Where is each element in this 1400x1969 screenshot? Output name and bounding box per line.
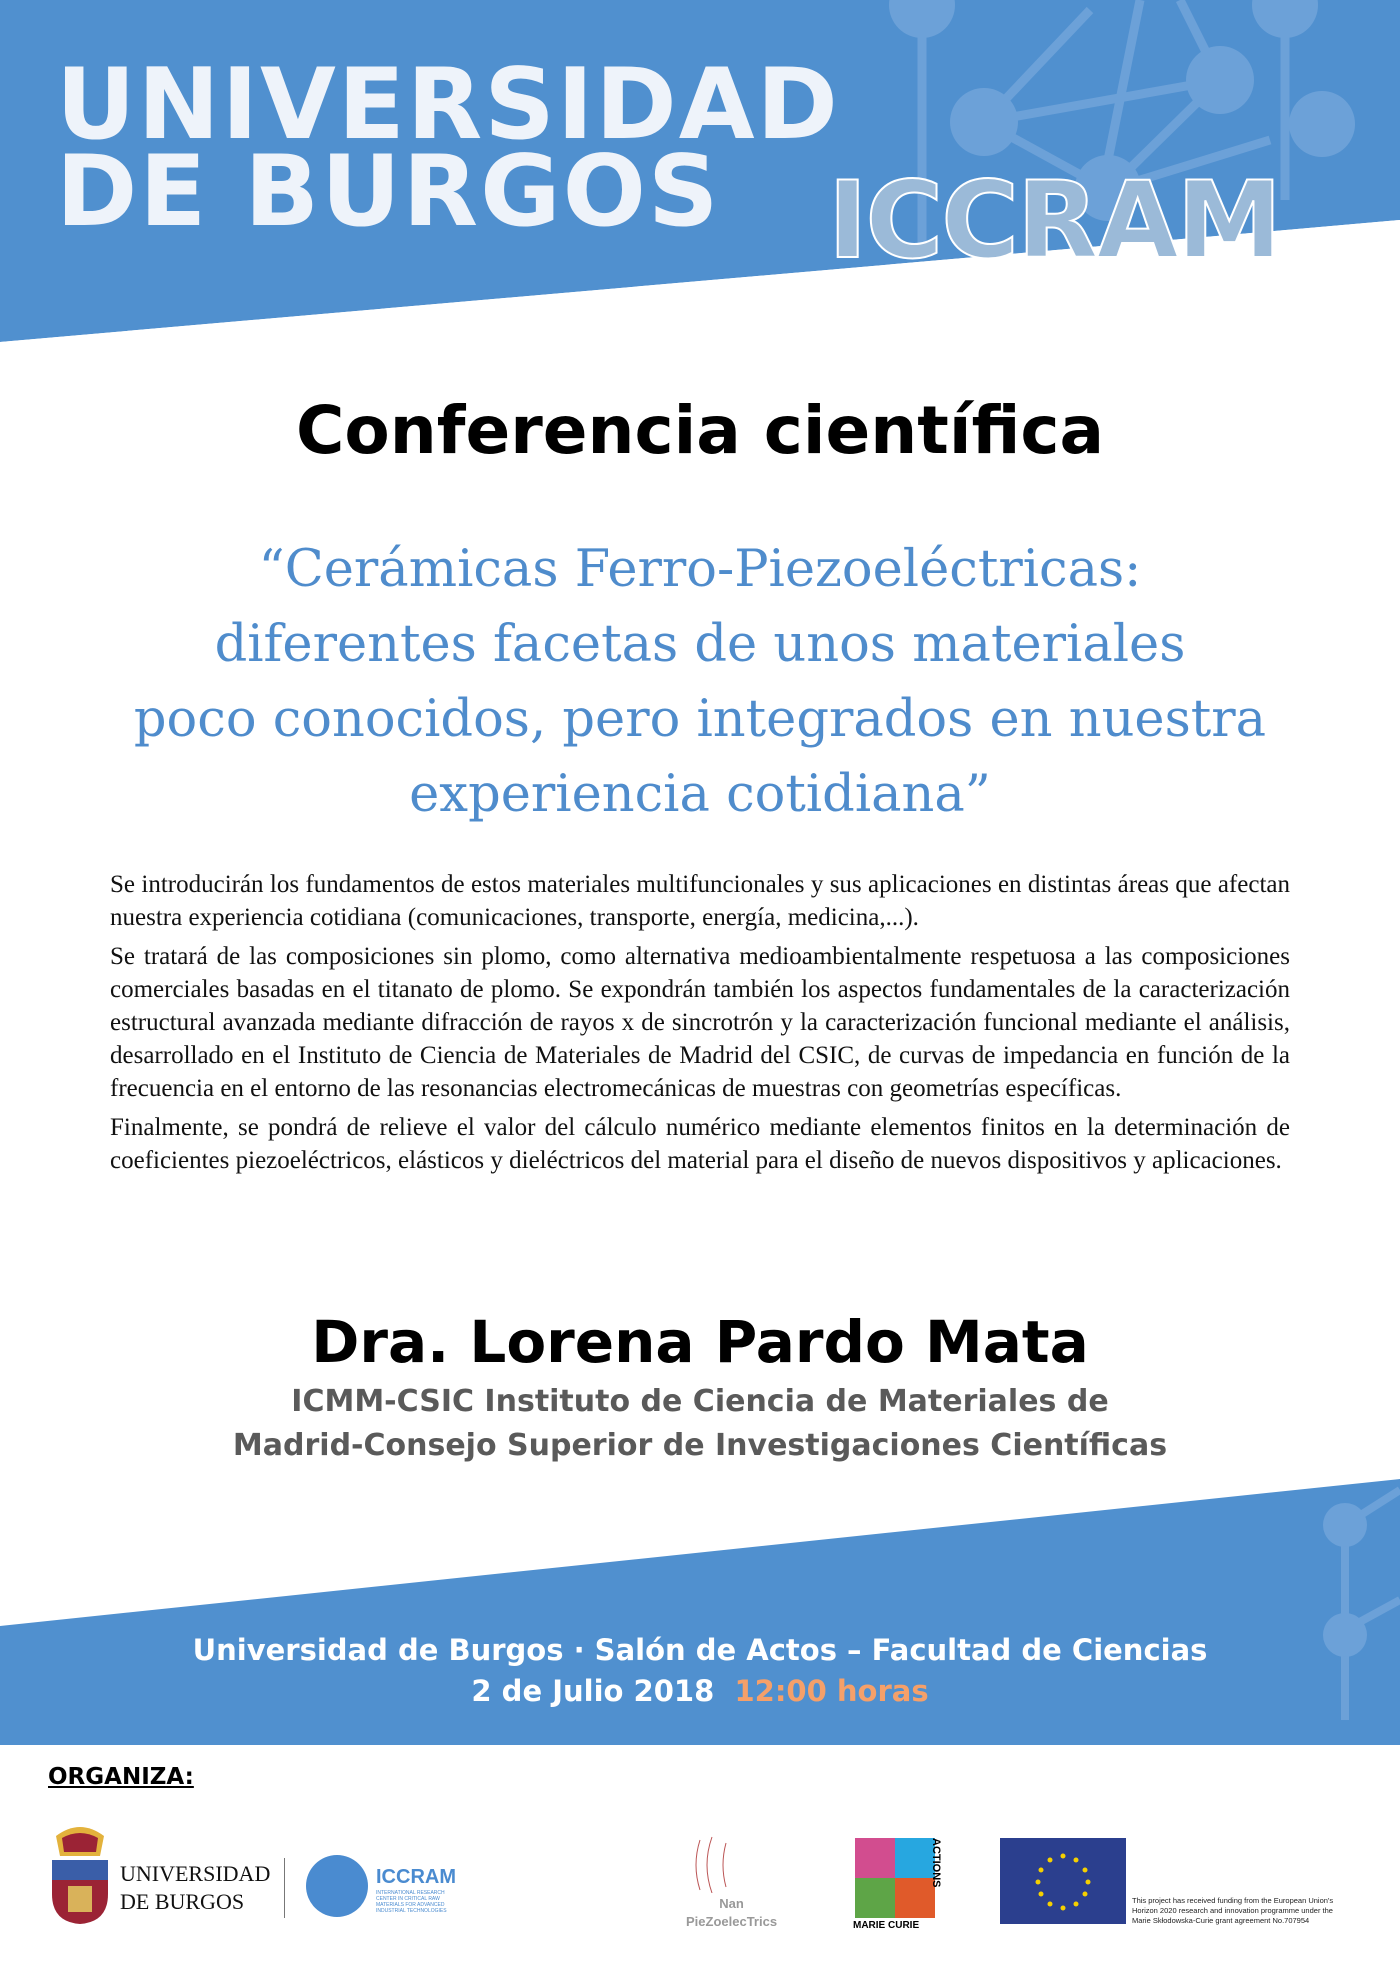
abstract [110,868,1290,1183]
ubu-line: UNIVERSIDAD [120,1861,271,1886]
ubu-coat-of-arms-icon [48,1826,112,1926]
affiliation-line: Madrid-Consejo Superior de Investigaciones Científicas [232,1428,1168,1463]
actions-text: ACTIONS [930,1838,942,1888]
ubu-line: DE BURGOS [120,1889,245,1914]
iccram-logo-text: ICCRAM [376,1866,456,1888]
talk-title-line: experiencia cotidiana” [409,765,991,824]
talk-title-line: poco conocidos, pero integrados en nuestra [133,690,1267,749]
event-date: 2 de Julio 2018 [471,1674,715,1708]
abstract-paragraph: Se tratará de las composiciones sin plomo, como alternativa medioambientalmente respetuosa a las composiciones comerciales basadas en el titanato de plomo. Se expondrán también los aspectos fundamentales de la caracterización estructural avanzada mediante difracción de rayos x de sincrotrón y la caracterización funcional mediante el análisis, desarrollado en el Instituto de Ciencia de Materiales de Madrid del CSIC, de curvas de impedancia en función de la frecuencia en el entorno de las resonancias electromecánicas de muestras con geometrías específicas. [110,943,1290,1102]
speaker-affiliation [0,1380,1400,1468]
ubu-logo-text [120,1860,270,1916]
abstract-paragraph: Se introducirán los fundamentos de estos materiales multifuncionales y sus aplicaciones en distintas áreas que afectan nuestra experiencia cotidiana (comunicaciones, transporte, energía, medicina,...). [110,871,1290,931]
eu-flag-icon [1000,1838,1126,1924]
university-title-line1: UNIVERSIDAD [56,48,840,162]
speaker-name: Dra. Lorena Pardo Mata [311,1308,1089,1376]
iccram-logo-icon [306,1855,368,1917]
marie-curie-logo-icon [855,1838,935,1918]
marie-curie-text: MARIE CURIE [853,1920,920,1931]
eu-funding-text: This project has received funding from the European Union's Horizon 2020 research and innovation programme under the Marie Skłodowska-Curie grant agreement No.707954 [1132,1896,1334,1925]
iccram-title: ICCRAM [828,159,1281,282]
iccram-logo-subtitle: INTERNATIONAL RESEARCH CENTER IN CRITICAL RAW MATERIALS FOR ADVANCED INDUSTRIAL TECHNOLOGIES [376,1890,447,1914]
talk-title-line: diferentes facetas de unos materiales [214,615,1186,674]
nano-line: PieZoelecTrics [686,1914,778,1929]
talk-title [0,532,1400,832]
event-details [0,1630,1400,1712]
logo-divider [284,1858,285,1918]
talk-title-line: “Cerámicas Ferro-Piezoeléctricas: [258,540,1142,599]
university-title-line2: DE BURGOS [56,135,721,249]
event-type-heading: Conferencia científica [295,392,1105,469]
affiliation-line: ICMM-CSIC Instituto de Ciencia de Materiales de [291,1384,1109,1419]
event-time: 12:00 horas [734,1674,929,1708]
nano-line: Nan [719,1896,744,1911]
event-venue: Universidad de Burgos · Salón de Actos – Facultad de Ciencias [192,1633,1208,1667]
nanopiezo-waves-icon [690,1835,740,1893]
nanopiezo-logo-text [686,1895,777,1931]
organiza-label: ORGANIZA: [48,1764,194,1790]
abstract-paragraph: Finalmente, se pondrá de relieve el valor del cálculo numérico mediante elementos finitos en la determinación de coeficientes piezoeléctricos, elásticos y dieléctricos del material para el diseño de nuevos dispositivos y aplicaciones. [110,1114,1290,1174]
